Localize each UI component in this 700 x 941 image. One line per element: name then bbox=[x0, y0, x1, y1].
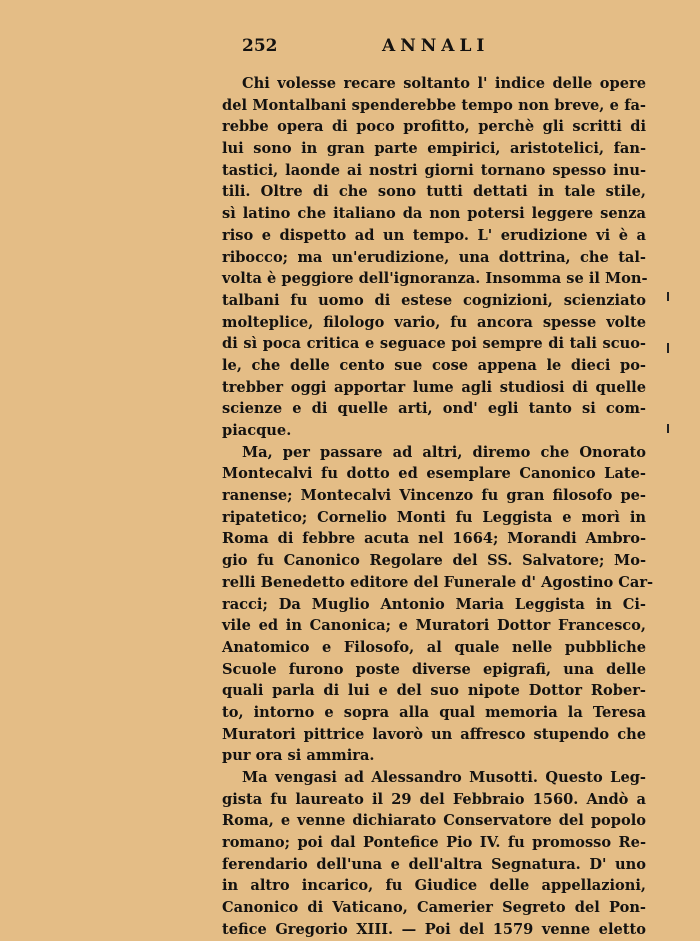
text-line: lui sono in gran parte empirici, aristotelici, fan- bbox=[222, 140, 646, 158]
text-line: in altro incarico, fu Giudice delle appellazioni, bbox=[222, 877, 646, 895]
text-line: romano; poi dal Pontefice Pio IV. fu promosso Re- bbox=[222, 834, 646, 852]
text-line: trebber oggi apportar lume agli studiosi di quelle bbox=[222, 378, 646, 396]
text-line: Roma di febbre acuta nel 1664; Morandi Ambro- bbox=[222, 530, 646, 548]
text-line: Montecalvi fu dotto ed esemplare Canonico Late- bbox=[222, 465, 646, 483]
text-line: pur ora si ammira. bbox=[222, 747, 375, 765]
text-line: relli Benedetto editore del Funerale d' Agostino Car- bbox=[222, 573, 654, 591]
text-line: Ma, per passare ad altri, diremo che Onorato bbox=[242, 443, 646, 461]
page-number: 252 bbox=[242, 36, 278, 56]
margin-mark bbox=[667, 292, 669, 301]
text-line: gista fu laureato il 29 del Febbraio 1560. Andò a bbox=[222, 790, 646, 808]
text-line: vile ed in Canonica; e Muratori Dottor Francesco, bbox=[222, 617, 646, 635]
text-line: quali parla di lui e del suo nipote Dottor Rober- bbox=[222, 682, 646, 700]
text-line: Roma, e venne dichiarato Conservatore del popolo bbox=[222, 812, 646, 830]
text-line: piacque. bbox=[222, 422, 292, 439]
page-header bbox=[242, 36, 642, 60]
text-line: Chi volesse recare soltanto l' indice delle opere bbox=[242, 75, 646, 92]
text-line: talbani fu uomo di estese cognizioni, scienziato bbox=[222, 291, 646, 309]
running-title: ANNALI bbox=[382, 36, 490, 56]
text-line: to, intorno e sopra alla qual memoria la Teresa bbox=[222, 703, 646, 721]
text-line: riso e dispetto ad un tempo. L' erudizione vi è a bbox=[222, 226, 646, 244]
text-line: ribocco; ma un'erudizione, una dottrina, che tal- bbox=[222, 248, 646, 266]
text-line: racci; Da Muglio Antonio Maria Leggista in Ci- bbox=[222, 595, 646, 613]
text-line: Muratori pittrice lavorò un affresco stupendo che bbox=[222, 725, 646, 743]
text-line: Anatomico e Filosofo, al quale nelle pubbliche bbox=[222, 638, 646, 656]
text-line: volta è peggiore dell'ignoranza. Insomma se il Mon- bbox=[222, 270, 648, 288]
margin-mark bbox=[667, 424, 669, 433]
text-line: ranense; Montecalvi Vincenzo fu gran filosofo pe- bbox=[222, 487, 646, 505]
body-text bbox=[222, 73, 654, 941]
text-line: tastici, laonde ai nostri giorni tornano spesso inu- bbox=[222, 161, 646, 179]
text-line: ferendario dell'una e dell'altra Segnatura. D' uno bbox=[222, 855, 646, 873]
text-line: del Montalbani spenderebbe tempo non breve, e fa- bbox=[222, 96, 646, 114]
text-line: tefice Gregorio XIII. — Poi del 1579 venne eletto bbox=[222, 920, 646, 938]
text-line: ripatetico; Cornelio Monti fu Leggista e morì in bbox=[222, 508, 646, 526]
text-line: gio fu Canonico Regolare del SS. Salvatore; Mo- bbox=[222, 552, 646, 570]
text-line: rebbe opera di poco profitto, perchè gli scritti di bbox=[222, 118, 646, 136]
text-line: Scuole furono poste diverse epigrafi, una delle bbox=[222, 660, 646, 678]
text-line: di sì poca critica e seguace poi sempre di tali scuo- bbox=[222, 335, 646, 353]
text-line: Ma vengasi ad Alessandro Musotti. Questo Leg- bbox=[242, 769, 646, 786]
text-line: scienze e di quelle arti, ond' egli tanto si com- bbox=[222, 400, 646, 418]
text-line: tili. Oltre di che sono tutti dettati in tale stile, bbox=[222, 183, 646, 201]
text-line: molteplice, filologo vario, fu ancora spesse volte bbox=[222, 313, 646, 331]
text-line: le, che delle cento sue cose appena le dieci po- bbox=[222, 356, 646, 374]
text-line: Canonico di Vaticano, Camerier Segreto del Pon- bbox=[222, 899, 646, 917]
text-line: sì latino che italiano da non potersi leggere senza bbox=[222, 205, 646, 223]
margin-mark bbox=[667, 343, 669, 353]
